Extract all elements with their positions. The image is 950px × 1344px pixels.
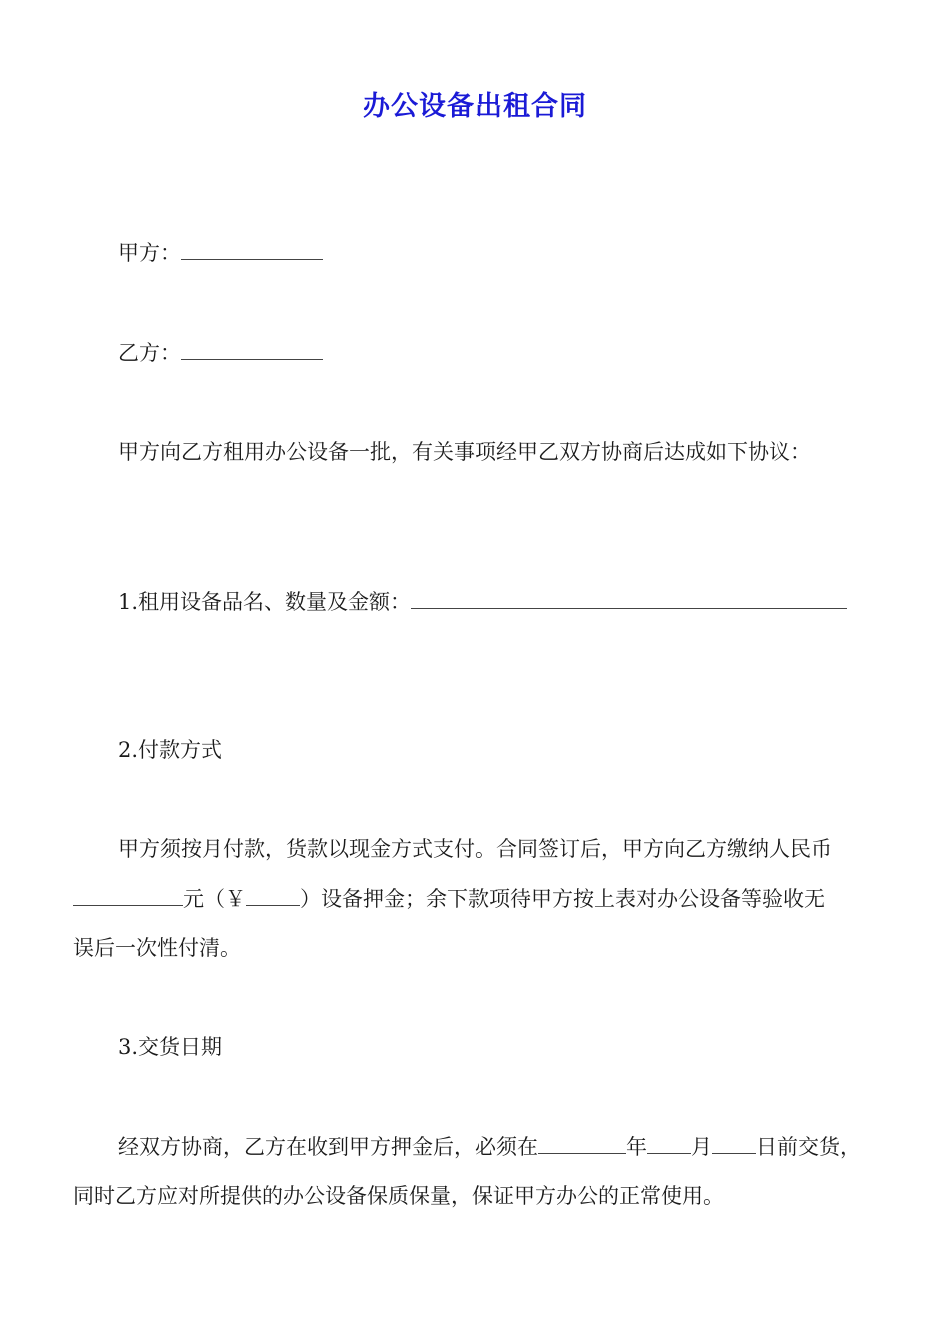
day-text: 日前交货，: [756, 1135, 861, 1159]
day-blank: [712, 1133, 756, 1154]
delivery-text: 经双方协商，乙方在收到甲方押金后，必须在: [118, 1135, 538, 1159]
document-title: 办公设备出租合同: [363, 91, 587, 122]
intro-paragraph: 甲方向乙方租用办公设备一批，有关事项经甲乙双方协商后达成如下协议：: [118, 440, 811, 464]
party-a-label: 甲方：: [118, 241, 181, 265]
year-label: 年: [626, 1135, 647, 1159]
deposit-amount-blank: [73, 885, 183, 906]
party-b-label: 乙方：: [118, 341, 181, 365]
section-2-heading: 2.付款方式: [118, 738, 223, 762]
section-2-line-1: 甲方须按月付款，货款以现金方式支付。合同签订后，甲方向乙方缴纳人民币: [118, 837, 832, 861]
party-b-line: [118, 338, 323, 368]
section-3-line-2: 同时乙方应对所提供的办公设备保质保量，保证甲方办公的正常使用。: [73, 1184, 724, 1208]
section-1-heading: 1.租用设备品名、数量及金额：: [118, 590, 412, 614]
equipment-blank: [411, 588, 847, 609]
deposit-rest-text: ）设备押金；余下款项待甲方按上表对办公设备等验收无: [300, 887, 825, 911]
section-2-line-3: 误后一次性付清。: [73, 936, 241, 960]
deposit-figure-blank: [246, 885, 300, 906]
party-a-blank: [181, 239, 323, 260]
section-3-line-1: [118, 1132, 861, 1162]
month-blank: [647, 1133, 691, 1154]
section-1-line: [118, 587, 847, 617]
deposit-currency-text: 元（￥: [183, 887, 246, 911]
section-3-heading: 3.交货日期: [118, 1035, 223, 1059]
month-label: 月: [691, 1135, 712, 1159]
section-2-line-2: [73, 884, 825, 914]
party-a-line: [118, 238, 323, 268]
year-blank: [538, 1133, 626, 1154]
party-b-blank: [181, 339, 323, 360]
